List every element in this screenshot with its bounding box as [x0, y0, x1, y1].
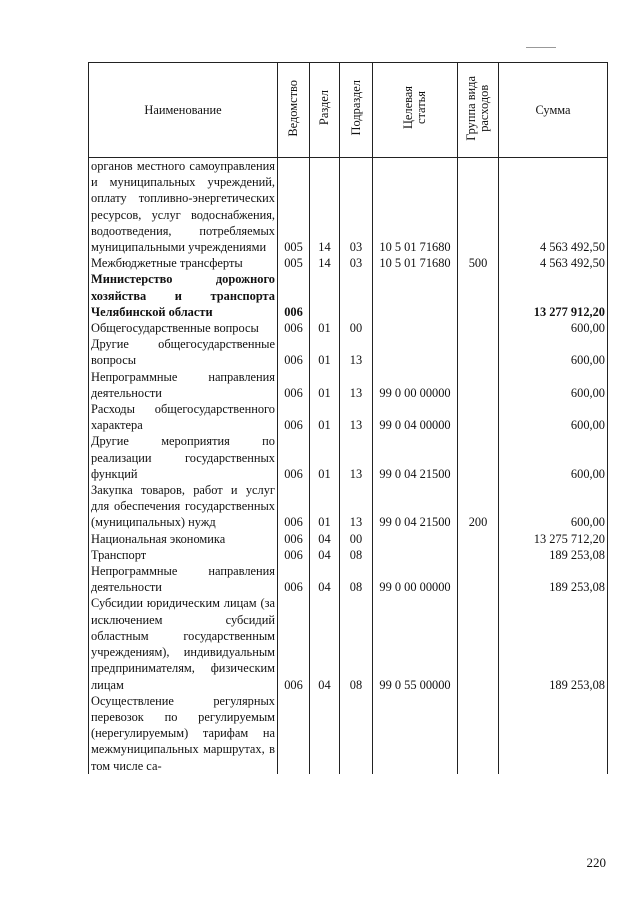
row-group [458, 320, 499, 336]
row-section: 01 [310, 433, 340, 482]
row-amount: 4 563 492,50 [499, 158, 608, 256]
row-section: 01 [310, 369, 340, 401]
row-dept: 005 [278, 255, 310, 271]
row-target [373, 271, 458, 320]
row-amount: 600,00 [499, 369, 608, 401]
row-group [458, 595, 499, 692]
table-row [89, 547, 608, 563]
row-subsection: 00 [340, 531, 373, 547]
row-name: Министерство дорожного хозяйства и транспорта Челябинской области [89, 271, 278, 320]
table-row [89, 336, 608, 368]
table-header-row [89, 63, 608, 158]
table-row [89, 433, 608, 482]
row-target: 10 5 01 71680 [373, 158, 458, 256]
row-name: Непрограммные направления деятельности [89, 563, 278, 595]
table-row [89, 158, 608, 256]
row-section: 01 [310, 482, 340, 531]
row-name: Другие общегосударственные вопросы [89, 336, 278, 368]
row-target: 99 0 00 00000 [373, 563, 458, 595]
row-dept: 006 [278, 401, 310, 433]
row-dept: 006 [278, 547, 310, 563]
row-amount: 13 275 712,20 [499, 531, 608, 547]
row-amount: 600,00 [499, 320, 608, 336]
row-subsection: 08 [340, 547, 373, 563]
row-target: 99 0 04 00000 [373, 401, 458, 433]
table-row [89, 595, 608, 692]
row-group [458, 693, 499, 774]
row-amount: 189 253,08 [499, 547, 608, 563]
row-target [373, 547, 458, 563]
row-target: 99 0 00 00000 [373, 369, 458, 401]
row-dept [278, 693, 310, 774]
row-subsection: 08 [340, 595, 373, 692]
row-target: 99 0 55 00000 [373, 595, 458, 692]
row-section: 04 [310, 563, 340, 595]
row-name: Осуществление регулярных перевозок по регулируемым (нерегулируемым) тарифам на межмуниципальных маршрутах, в том числе са- [89, 693, 278, 774]
row-amount: 4 563 492,50 [499, 255, 608, 271]
row-section: 01 [310, 401, 340, 433]
row-subsection [340, 271, 373, 320]
row-dept: 006 [278, 271, 310, 320]
row-target [373, 336, 458, 368]
header-target: Целевая статья [373, 63, 458, 158]
row-target [373, 320, 458, 336]
row-name: Субсидии юридическим лицам (за исключением субсидий областным государственным учреждениям), индивидуальным предпринимателям, физическим лицам [89, 595, 278, 692]
header-group: Группа вида расходов [458, 63, 499, 158]
row-section [310, 271, 340, 320]
row-dept: 006 [278, 433, 310, 482]
row-dept: 006 [278, 482, 310, 531]
row-subsection: 13 [340, 482, 373, 531]
row-amount: 600,00 [499, 433, 608, 482]
header-dept: Ведомство [278, 63, 310, 158]
row-name: Межбюджетные трансферты [89, 255, 278, 271]
row-section: 04 [310, 595, 340, 692]
row-amount: 189 253,08 [499, 563, 608, 595]
row-subsection: 13 [340, 433, 373, 482]
row-group [458, 531, 499, 547]
row-subsection: 13 [340, 369, 373, 401]
budget-table [88, 62, 608, 774]
row-amount: 600,00 [499, 401, 608, 433]
table-row [89, 271, 608, 320]
row-amount: 189 253,08 [499, 595, 608, 692]
table-row [89, 482, 608, 531]
row-dept: 006 [278, 336, 310, 368]
row-dept: 006 [278, 369, 310, 401]
header-amount: Сумма [499, 63, 608, 158]
table-row [89, 369, 608, 401]
table-row [89, 563, 608, 595]
header-subsection: Подраздел [340, 63, 373, 158]
row-section: 04 [310, 531, 340, 547]
row-group [458, 433, 499, 482]
row-target [373, 531, 458, 547]
row-amount: 13 277 912,20 [499, 271, 608, 320]
top-margin-mark [526, 47, 556, 48]
row-dept: 005 [278, 158, 310, 256]
row-section: 14 [310, 158, 340, 256]
table-row [89, 255, 608, 271]
row-group [458, 336, 499, 368]
row-subsection: 13 [340, 336, 373, 368]
row-target [373, 693, 458, 774]
row-amount [499, 693, 608, 774]
table-body [89, 158, 608, 774]
page-number: 220 [586, 855, 606, 870]
row-section [310, 693, 340, 774]
row-group [458, 563, 499, 595]
row-group [458, 547, 499, 563]
row-subsection: 00 [340, 320, 373, 336]
row-dept: 006 [278, 531, 310, 547]
row-subsection: 13 [340, 401, 373, 433]
row-group [458, 158, 499, 256]
row-amount: 600,00 [499, 482, 608, 531]
row-dept: 006 [278, 320, 310, 336]
row-group: 500 [458, 255, 499, 271]
row-name: Другие мероприятия по реализации государственных функций [89, 433, 278, 482]
row-group [458, 369, 499, 401]
row-section: 14 [310, 255, 340, 271]
row-dept: 006 [278, 595, 310, 692]
row-name: Транспорт [89, 547, 278, 563]
table-row [89, 401, 608, 433]
row-name: органов местного самоуправления и муниципальных учреждений, оплату топливно-энергетических ресурсов, услуг водоснабжения, водоотведения, потребляемых муниципальными учреждениями [89, 158, 278, 256]
row-subsection: 03 [340, 158, 373, 256]
row-dept: 006 [278, 563, 310, 595]
row-group: 200 [458, 482, 499, 531]
row-subsection: 03 [340, 255, 373, 271]
row-name: Закупка товаров, работ и услуг для обеспечения государственных (муниципальных) нужд [89, 482, 278, 531]
row-name: Расходы общегосударственного характера [89, 401, 278, 433]
table-row [89, 320, 608, 336]
row-target: 10 5 01 71680 [373, 255, 458, 271]
row-name: Общегосударственные вопросы [89, 320, 278, 336]
row-target: 99 0 04 21500 [373, 433, 458, 482]
row-name: Непрограммные направления деятельности [89, 369, 278, 401]
row-section: 04 [310, 547, 340, 563]
table-row [89, 531, 608, 547]
row-target: 99 0 04 21500 [373, 482, 458, 531]
header-name: Наименование [89, 63, 278, 158]
row-subsection: 08 [340, 563, 373, 595]
table-row [89, 693, 608, 774]
row-group [458, 401, 499, 433]
row-name: Национальная экономика [89, 531, 278, 547]
row-section: 01 [310, 320, 340, 336]
row-subsection [340, 693, 373, 774]
row-section: 01 [310, 336, 340, 368]
row-group [458, 271, 499, 320]
header-section: Раздел [310, 63, 340, 158]
row-amount: 600,00 [499, 336, 608, 368]
